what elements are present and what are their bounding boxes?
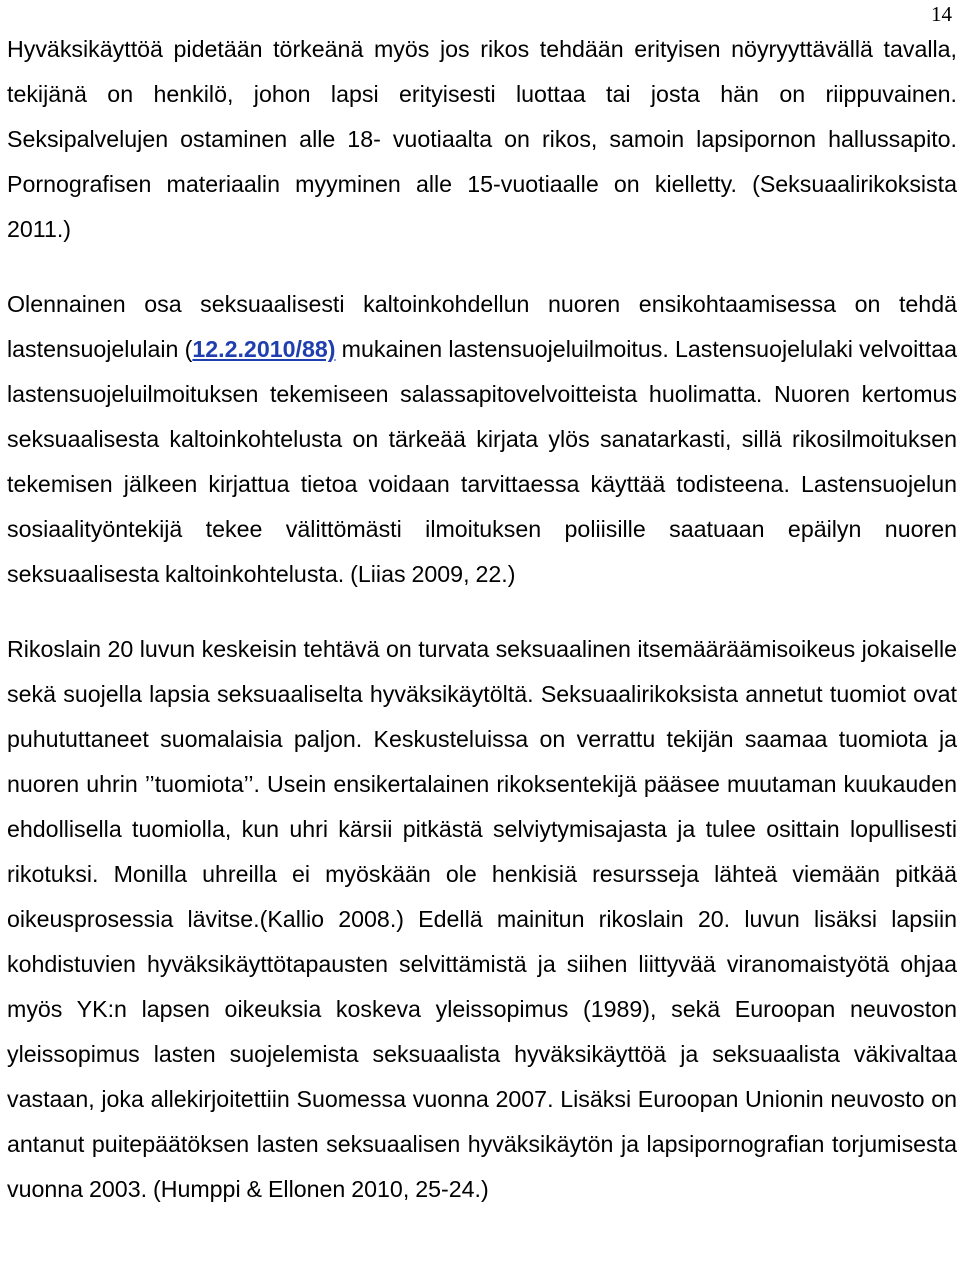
paragraph-3: Rikoslain 20 luvun keskeisin tehtävä on turvata seksuaalinen itsemääräämisoikeus jokaiselle sekä suojella lapsia seksuaaliselta hyväksikäytöltä. Seksuaalirikoksista annetut tuomiot ovat puhututtaneet suomalaisia paljon. Keskusteluissa on verrattu tekijän saamaa tuomiota ja nuoren uhrin ’’tuomiota’’. Usein ensikertalainen rikoksentekijä pääsee muutaman kuukauden ehdollisella tuomiolla, kun uhri kärsii pitkästä selviytymisajasta ja tulee osittain lopullisesti rikotuksi. Monilla uhreilla ei myöskään ole henkisiä resursseja lähteä viemään pitkää oikeusprosessia lävitse.(Kallio 2008.) Edellä mainitun rikoslain 20. luvun lisäksi lapsiin kohdistuvien hyväksikäyttötapausten selvittämistä ja siihen liittyvää viranomaistyötä ohjaa myös YK:n lapsen oikeuksia koskeva yleissopimus (1989), sekä Euroopan neuvoston yleissopimus lasten suojelemista seksuaalista hyväksikäyttöä ja seksuaalista väkivaltaa vastaan, joka allekirjoitettiin Suomessa vuonna 2007. Lisäksi Euroopan Unionin neuvosto on antanut puitepäätöksen lasten seksuaalisen hyväksikäytön ja lapsipornografian torjumisesta vuonna 2003. (Humppi & Ellonen 2010, 25-24.) [7,636,957,1202]
page-number: 14 [931,2,952,26]
law-reference-link[interactable]: 12.2.2010/88) [192,336,336,362]
paragraph-2 [7,282,957,597]
paragraph-2-intro: Olennainen osa seksuaalisesti kaltoinkohdellun nuoren ensikohtaamisessa on tehdä lastensuojelulain ( [7,291,957,362]
paragraph-2-body: mukainen lastensuojeluilmoitus. Lastensuojelulaki velvoittaa lastensuojeluilmoituksen tekemiseen salassapitovelvoitteista huolimatta. Nuoren kertomus seksuaalisesta kaltoinkohtelusta on tärkeää kirjata ylös sanatarkasti, sillä rikosilmoituksen tekemisen jälkeen kirjattua tietoa voidaan tarvittaessa käyttää todisteena. Lastensuojelun sosiaalityöntekijä tekee välittömästi ilmoituksen poliisille saatuaan epäilyn nuoren seksuaalisesta kaltoinkohtelusta. (Liias 2009, 22.) [7,336,957,587]
document-body [7,27,957,1212]
paragraph-1: Hyväksikäyttöä pidetään törkeänä myös jos rikos tehdään erityisen nöyryyttävällä tavalla, tekijänä on henkilö, johon lapsi erityisesti luottaa tai josta hän on riippuvainen. Seksipalvelujen ostaminen alle 18- vuotiaalta on rikos, samoin lapsipornon hallussapito. Pornografisen materiaalin myyminen alle 15-vuotiaalle on kielletty. (Seksuaalirikoksista 2011.) [7,36,957,242]
